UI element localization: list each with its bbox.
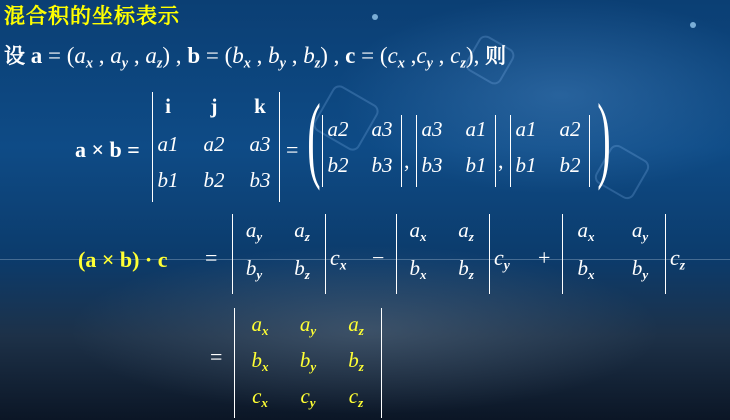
coef-cx: $c_x$: [330, 245, 347, 273]
triple-lhs: (a × b) · c: [78, 247, 168, 272]
slide-title: 混合积的坐标表示: [4, 4, 180, 28]
vector-b-label: b: [187, 43, 201, 68]
right-paren: ): [597, 84, 611, 191]
comma: ,: [404, 148, 410, 173]
glow-dot: [690, 22, 696, 28]
cross-determinant: i j k a1 a2 a3 b1 b2 b3: [152, 92, 280, 202]
final-equals: =: [210, 344, 223, 369]
vector-a-label: a: [30, 43, 43, 68]
coef-cy: $c_y$: [494, 245, 510, 273]
comma: ,: [498, 148, 504, 173]
intro-prefix: 设: [4, 44, 25, 68]
cross-lhs: a × b =: [75, 137, 140, 162]
expansion-det-2: $a_x$ $a_z$ $b_x$ $b_z$: [396, 214, 490, 294]
left-paren: (: [307, 84, 321, 191]
intro-suffix: 则: [485, 44, 507, 68]
glow-dot: [372, 14, 378, 20]
minor-3: a1 a2 b1 b2: [510, 115, 590, 187]
expansion-det-1: $a_y$ $a_z$ $b_y$ $b_z$: [232, 214, 326, 294]
minor-2: a3 a1 b3 b1: [416, 115, 496, 187]
expansion-det-3: $a_x$ $a_y$ $b_x$ $b_y$: [562, 214, 666, 294]
plus-sign: +: [538, 245, 551, 270]
vector-definitions: 设 $a = (a_x$ , $a_y$ , $a_z$) , $b = (b_x$ , $b_y$ , $b_z$) , $c = (c_x$ $,c_y$ , $c_z$), 则: [4, 43, 507, 72]
vector-c-label: c: [345, 43, 356, 68]
minus-sign: −: [372, 245, 385, 270]
minor-1: a2 a3 b2 b3: [322, 115, 402, 187]
coef-cz: $c_z$: [670, 245, 686, 273]
equals-sign: =: [286, 137, 299, 162]
equals-sign: =: [205, 245, 218, 270]
final-determinant: $a_x$ $a_y$ $a_z$ $b_x$ $b_y$ $b_z$ $c_x$ $c_y$ $c_z$: [234, 308, 382, 418]
